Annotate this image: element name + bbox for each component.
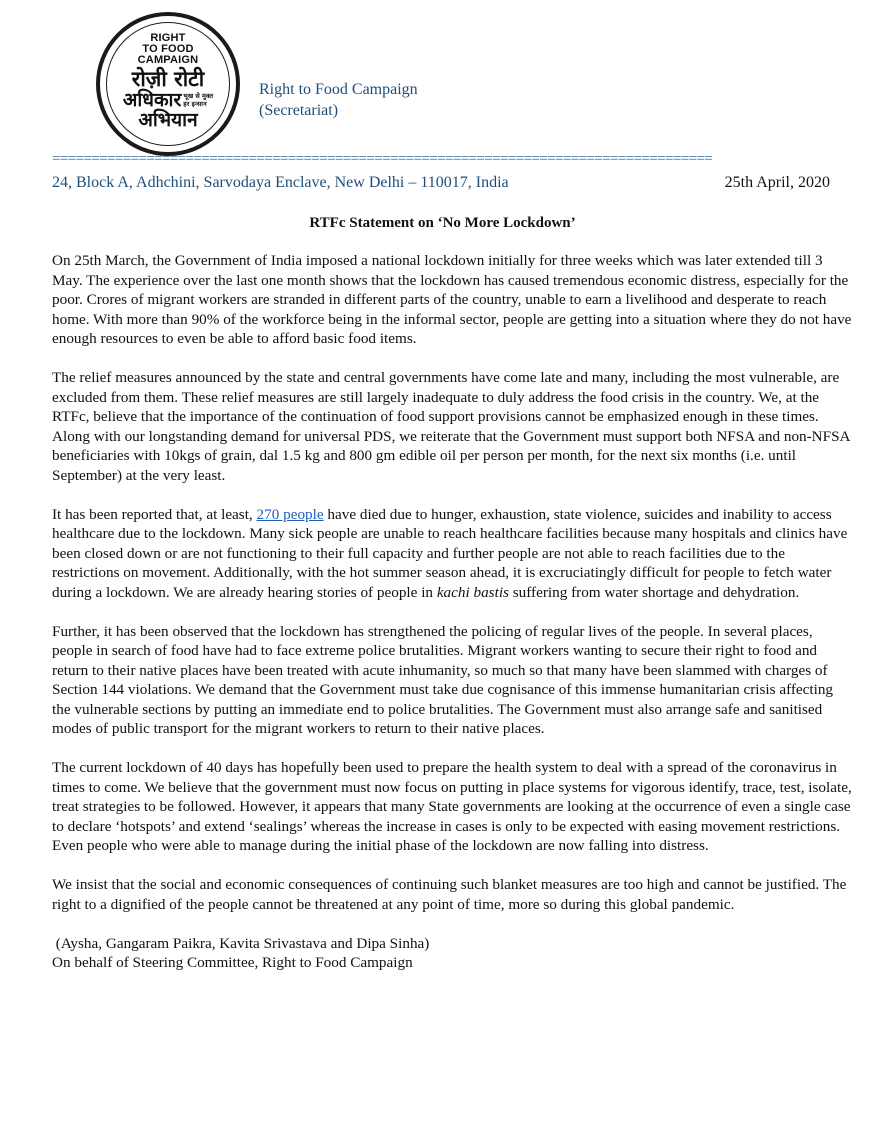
signatory-names: (Aysha, Gangaram Paikra, Kavita Srivastava and Dipa Sinha): [52, 934, 430, 952]
logo-hindi-line2: अधिकार: [122, 89, 182, 111]
logo-hindi-tagline: [183, 92, 213, 108]
paragraph-3: [52, 505, 852, 603]
paragraph-4: Further, it has been observed that the lockdown has strengthened the policing of regular lives of the people. In several places, people in search of food have had to face extreme police brutalities. Migrant workers wanting to secure their right to food and return to their native places have been treated with acute inhumanity, so much so that many have been slammed with charges of Section 144 violations. We demand that the Government must take due cognisance of this immense humanitarian crisis affecting the vulnerable sections by putting an immediate end to police brutalities. The Government must also arrange safe and sanitised modes of public transport for the migrant workers to return to their native places.: [52, 622, 834, 737]
logo-en-line2: TO FOOD: [142, 43, 194, 55]
paragraph-6: We insist that the social and economic consequences of continuing such blanket measures are too high and cannot be justified. The right to a dignified of the people cannot be threatened at any point of time, more so during this global pandemic.: [52, 876, 847, 913]
logo-seal: [106, 22, 230, 146]
header-divider: ====================================================================================: [52, 151, 713, 167]
statement-title: RTFc Statement on ‘No More Lockdown’: [309, 215, 576, 231]
paragraph-5: The current lockdown of 40 days has hopefully been used to prepare the health system to deal with a spread of the coronavirus in times to come. We believe that the government must now focus on putting in place systems for vigorous identify, trace, test, isolate, treat strategies to be followed. However, it appears that many State governments are looking at the occurrence of even a single case to declare ‘hotspots’ and extend ‘sealings’ whereas the increase in cases is only to be expected with easing movement restrictions. Even people who were able to manage during the initial phase of the lockdown are now falling into distress.: [52, 759, 852, 854]
logo-hindi-row: [107, 90, 229, 110]
organization-subtitle: (Secretariat): [259, 102, 339, 119]
statement-body: [52, 251, 852, 973]
paragraph-2: The relief measures announced by the state and central governments have come late and many, including the most vulnerable, are excluded from them. These relief measures are still largely inadequate to duly address the food crisis in the country. We, at the RTFc, believe that the importance of the continuation of food support provisions cannot be emphasized enough in these times. Along with our longstanding demand for universal PDS, we reiterate that the Government must support both NFSA and non-NFSA beneficiaries with 10kgs of grain, dal 1.5 kg and 800 gm edible oil per person per month, for the next six months (i.e. until September) at the very least.: [52, 369, 850, 484]
logo-en-line1: RIGHT: [150, 32, 186, 44]
organization-header: [259, 79, 418, 121]
logo-english-text: [107, 33, 229, 66]
signature-block: [52, 934, 852, 973]
address-line: 24, Block A, Adhchini, Sarvodaya Enclave, New Delhi – 110017, India: [52, 174, 509, 191]
paragraph-3-text-a: It has been reported that, at least,: [52, 505, 257, 523]
logo-en-line3: CAMPAIGN: [137, 54, 199, 66]
logo-hindi-line1: रोज़ी रोटी: [131, 67, 205, 91]
paragraph-1: On 25th March, the Government of India imposed a national lockdown initially for three weeks which was later extended till 3 May. The experience over the last one month shows that the lockdown has caused tremendous economic distress, especially for the poor. Crores of migrant workers are stranded in different parts of the country, unable to earn a livelihood and desperate to reach home. With more than 90% of the workforce being in the informal sector, people are getting into a situation where they do not have enough resources to even be able to afford basic food items.: [52, 252, 852, 347]
signatory-behalf: On behalf of Steering Committee, Right to Food Campaign: [52, 954, 413, 971]
paragraph-3-text-b: have died due to hunger, exhaustion, state violence, suicides and inability to access healthcare due to the lockdown. Many sick people are unable to reach healthcare facilities because many hospitals and clinics have been closed down or are not functioning to their full capacity and further people are not able to reach facilities due to the restrictions on movement. Additionally, with the hot summer season ahead, it is excruciatingly difficult for people to fetch water during a lockdown. We are already hearing stories of people in: [52, 505, 848, 601]
deaths-report-link[interactable]: 270 people: [256, 505, 324, 523]
logo-hindi-line3: अभियान: [138, 109, 198, 131]
logo-hindi-tag2: हर इन्सान: [183, 100, 207, 108]
paragraph-3-text-c: suffering from water shortage and dehydration.: [508, 583, 800, 601]
campaign-logo: [96, 12, 240, 156]
paragraph-3-italic-term: kachi bastis: [436, 583, 509, 601]
organization-name: Right to Food Campaign: [259, 81, 418, 98]
logo-hindi-tag1: भूख से मुक्त: [183, 92, 214, 100]
statement-date: 25th April, 2020: [724, 174, 830, 191]
